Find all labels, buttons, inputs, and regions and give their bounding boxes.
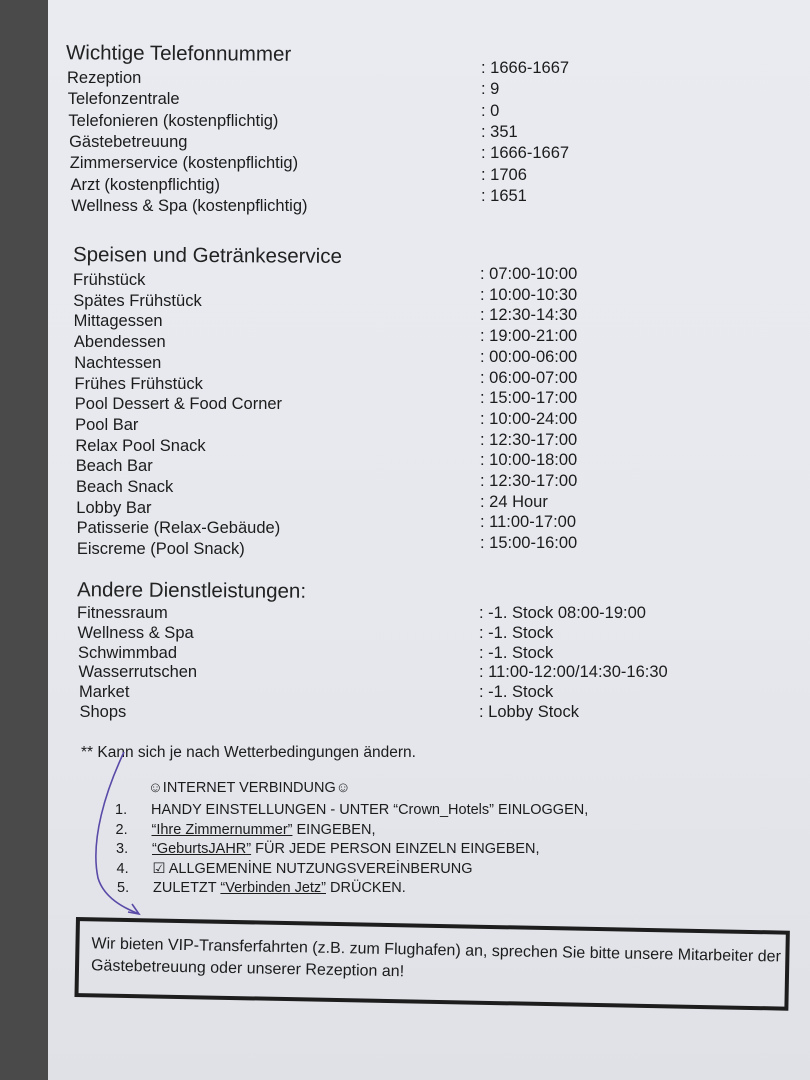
food-label: Eiscreme (Pool Snack)	[76, 540, 245, 559]
food-value: : 12:30-17:00	[480, 472, 578, 490]
step-link-text: “Verbinden Jetz”	[220, 880, 326, 896]
phones-label: Zimmerservice (kostenpflichtig)	[69, 154, 299, 173]
food-value: : 10:00-18:00	[479, 451, 578, 470]
step-link-text: “GeburtsJAHR”	[152, 841, 252, 857]
food-value: : 12:30-14:30	[479, 306, 578, 325]
step-number: 3.	[116, 841, 129, 857]
internet-step	[116, 841, 540, 857]
food-label: Mittagessen	[73, 312, 163, 331]
step-number: 4.	[116, 860, 129, 877]
services-value: : -1. Stock	[479, 683, 554, 702]
phones-label: Wellness & Spa (kostenpflichtig)	[71, 196, 308, 215]
services-label: Shops	[79, 703, 127, 721]
weather-note: ** Kann sich je nach Wetterbedingungen ändern.	[81, 744, 416, 761]
food-value: : 07:00-10:00	[480, 265, 578, 283]
food-value: : 15:00-17:00	[479, 389, 578, 408]
food-label: Spätes Frühstück	[73, 291, 202, 310]
internet-title: ☺INTERNET VERBINDUNG☺	[148, 780, 351, 796]
food-value: : 11:00-17:00	[479, 513, 577, 532]
internet-step	[116, 822, 376, 838]
phones-label: Telefonzentrale	[67, 90, 180, 109]
food-value: : 00:00-06:00	[479, 347, 578, 366]
vip-notice-text: Wir bieten VIP-Transferfahrten (z.B. zum Flughafen) an, sprechen Sie bitte unsere Mitarbeiter der Gästebetreuung oder unserer Rezeption an!	[90, 935, 782, 981]
services-label: Wellness & Spa	[77, 623, 194, 642]
food-value: : 19:00-21:00	[479, 327, 578, 346]
food-label: Patisserie (Relax-Gebäude)	[76, 519, 281, 538]
food-value: : 12:30-17:00	[479, 430, 578, 449]
food-label: Frühstück	[73, 271, 146, 289]
food-value: : 06:00-07:00	[480, 368, 578, 387]
internet-step	[115, 802, 588, 818]
food-label: Lobby Bar	[76, 498, 152, 517]
step-pre-text: HANDY EINSTELLUNGEN - UNTER “Crown_Hotels” EINLOGGEN,	[151, 802, 589, 818]
food-value: : 24 Hour	[479, 492, 548, 511]
phones-value: : 1666-1667	[480, 144, 570, 163]
food-label: Beach Bar	[75, 457, 153, 476]
services-value: : -1. Stock	[479, 643, 554, 662]
food-value: : 15:00-16:00	[479, 534, 578, 553]
food-value: : 10:00-24:00	[479, 409, 578, 428]
vip-notice-box	[74, 917, 789, 1011]
phones-label: Telefonieren (kostenpflichtig)	[68, 111, 279, 130]
step-link-text: “Ihre Zimmernummer”	[151, 821, 293, 838]
step-post-text: DRÜCKEN.	[326, 880, 406, 896]
services-label: Schwimmbad	[78, 643, 178, 662]
step-pre-text: ZULETZT	[153, 880, 221, 896]
internet-step	[117, 861, 473, 877]
services-title: Andere Dienstleistungen:	[76, 578, 307, 603]
phones-value: : 1651	[480, 186, 527, 205]
phones-value: : 1706	[481, 165, 527, 184]
food-label: Beach Snack	[76, 478, 174, 496]
phones-value: : 9	[480, 80, 500, 99]
step-number: 5.	[117, 880, 130, 896]
services-label: Wasserrutschen	[78, 663, 198, 682]
handwritten-arrow-icon	[84, 750, 154, 925]
food-label: Nachtessen	[74, 353, 162, 372]
phones-label: Rezeption	[67, 69, 142, 87]
services-label: Fitnessraum	[77, 604, 168, 622]
services-value: : 11:00-12:00/14:30-16:30	[479, 663, 668, 682]
services-value: : -1. Stock 08:00-19:00	[479, 604, 646, 622]
step-pre-text: ☑ ALLGEMENİNE NUTZUNGSVEREİNBERUNG	[152, 860, 473, 877]
services-value: : Lobby Stock	[479, 703, 579, 721]
phones-label: Gästebetreuung	[69, 132, 188, 151]
food-label: Frühes Frühstück	[74, 374, 203, 393]
services-value: : -1. Stock	[479, 623, 554, 642]
food-label: Abendessen	[73, 333, 166, 352]
phones-label: Arzt (kostenpflichtig)	[70, 175, 220, 194]
internet-step	[117, 880, 406, 896]
step-post-text: FÜR JEDE PERSON EINZELN EINGEBEN,	[251, 841, 540, 857]
phones-value: : 0	[480, 101, 500, 120]
phones-value: : 351	[480, 122, 518, 141]
phones-value: : 1666-1667	[481, 59, 570, 77]
phones-title: Wichtige Telefonnummer	[65, 41, 292, 66]
step-number: 1.	[115, 802, 128, 818]
food-label: Pool Bar	[75, 415, 139, 434]
food-value: : 10:00-10:30	[479, 285, 578, 304]
services-label: Market	[79, 683, 130, 702]
step-number: 2.	[115, 821, 128, 838]
food-label: Pool Dessert & Food Corner	[74, 395, 283, 414]
step-post-text: EINGEBEN,	[292, 821, 376, 838]
food-label: Relax Pool Snack	[75, 436, 206, 455]
food-title: Speisen und Getränkeservice	[72, 243, 343, 268]
